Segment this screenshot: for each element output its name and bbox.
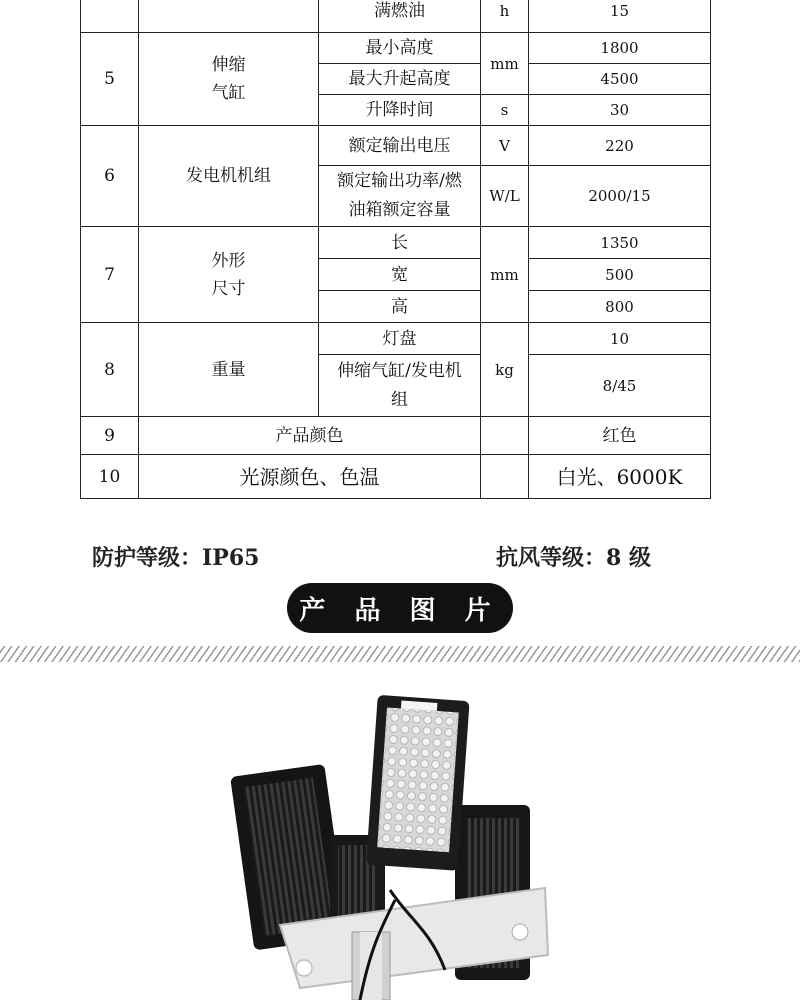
cell-param: 最小高度 [319,33,481,64]
cell-value: 1800 [529,33,711,64]
cell-param: 灯盘 [319,323,481,355]
cell-unit: kg [481,323,529,417]
section-title: 产 品 图 片 [287,583,513,633]
cell-value: 4500 [529,64,711,95]
cell-no: 9 [81,417,139,455]
cell-name: 外形 尺寸 [139,227,319,323]
cell-value: 10 [529,323,711,355]
cell-no: 7 [81,227,139,323]
hatch-divider [0,646,800,662]
cell-name: 光源颜色、色温 [139,455,481,499]
cell-no: 5 [81,33,139,126]
table-row [81,126,711,166]
cell-unit: W/L [481,166,529,227]
product-photo [0,670,800,1000]
cell-param: 伸缩气缸/发电机 组 [319,355,481,417]
cell-unit: s [481,95,529,126]
cell-name: 发电机机组 [139,126,319,227]
cell-no [81,0,139,33]
table-row [81,227,711,259]
cell-param: 升降时间 [319,95,481,126]
cell-value: 白光、6000K [529,455,711,499]
cell-name: 重量 [139,323,319,417]
cell-param: 长 [319,227,481,259]
cell-param: 额定输出电压 [319,126,481,166]
cell-value: 30 [529,95,711,126]
cell-no: 8 [81,323,139,417]
table-row [81,33,711,64]
cell-value: 红色 [529,417,711,455]
protection-rating: 防护等级：IP65 [92,545,260,571]
cell-unit: mm [481,33,529,95]
cell-param: 高 [319,291,481,323]
cell-unit: h [481,0,529,33]
cell-value: 500 [529,259,711,291]
cell-name: 产品颜色 [139,417,481,455]
cell-name: 伸缩 气缸 [139,33,319,126]
cell-name [139,0,319,33]
spec-table [80,0,711,499]
cell-unit [481,455,529,499]
cell-no: 10 [81,455,139,499]
cell-unit: mm [481,227,529,323]
cell-param: 最大升起高度 [319,64,481,95]
cell-value: 15 [529,0,711,33]
cell-param: 额定输出功率/燃 油箱额定容量 [319,166,481,227]
table-row [81,417,711,455]
cell-param: 宽 [319,259,481,291]
cell-value: 220 [529,126,711,166]
cell-no: 6 [81,126,139,227]
cell-value: 800 [529,291,711,323]
wind-rating: 抗风等级：8 级 [496,545,651,571]
table-row [81,0,711,33]
table-row [81,323,711,355]
cell-param: 满燃油 [319,0,481,33]
cell-value: 1350 [529,227,711,259]
cell-unit: V [481,126,529,166]
table-row [81,455,711,499]
cell-unit [481,417,529,455]
cell-value: 2000/15 [529,166,711,227]
cell-value: 8/45 [529,355,711,417]
